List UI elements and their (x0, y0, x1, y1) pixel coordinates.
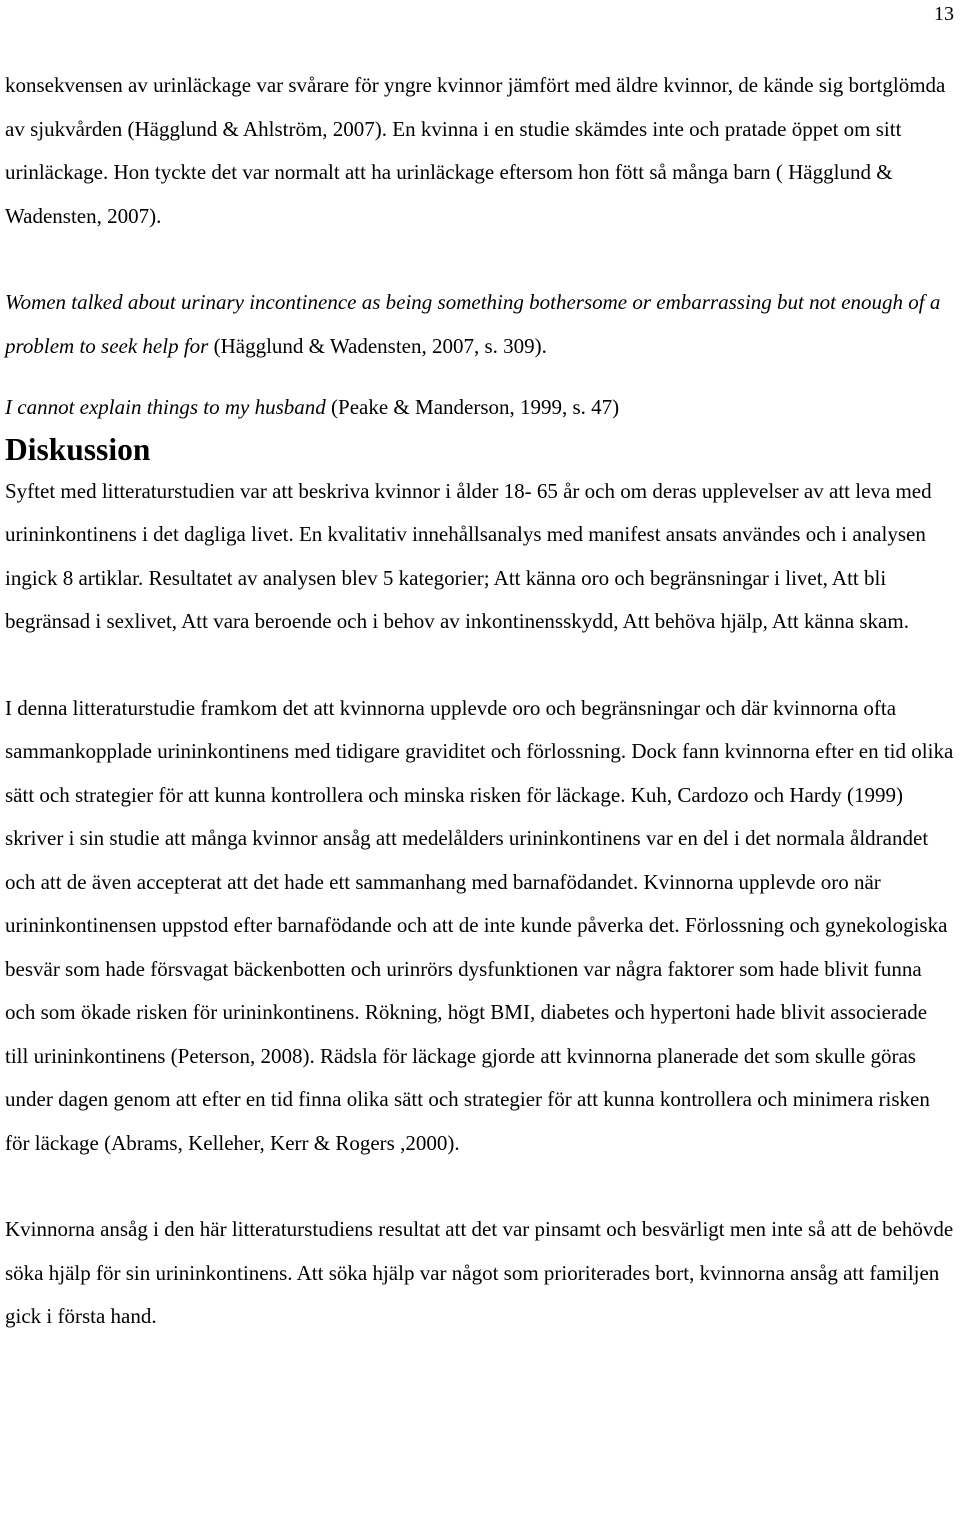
quote-italic-text: Women talked about urinary incontinence as being something bothersome or embarrassing but not enough of a problem to seek help for (5, 290, 941, 358)
quote-italic-text: I cannot explain things to my husband (5, 395, 326, 419)
paragraph-kvinnorna-ansag: Kvinnorna ansåg i den här litteraturstudiens resultat att det var pinsamt och besvärligt men inte så att de behövde söka hjälp för sin urininkontinens. Att söka hjälp var något som prioriterades bort, kvinnorna ansåg att familjen gick i första hand. (5, 1217, 954, 1328)
section-heading-diskussion: Diskussion (5, 431, 151, 467)
document-body (5, 64, 955, 1339)
quote-husband (5, 386, 955, 430)
quote-women-talked (5, 281, 955, 368)
paragraph-syftet: Syftet med litteraturstudien var att beskriva kvinnor i ålder 18- 65 år och om deras upplevelser av att leva med urininkontinens i det dagliga livet. En kvalitativ innehållsanalys med manifest ansats användes och i analysen ingick 8 artiklar. Resultatet av analysen blev 5 kategorier; Att känna oro och begränsningar i livet, Att bli begränsad i sexlivet, Att vara beroende och i behov av inkontinensskydd, Att behöva hjälp, Att känna skam. (5, 478, 932, 633)
quote-citation: (Peake & Manderson, 1999, s. 47) (325, 395, 620, 419)
paragraph-framkom: I denna litteraturstudie framkom det att kvinnorna upplevde oro och begränsningar och där kvinnorna ofta sammankopplade urininkontinens med tidigare graviditet och förlossning. Dock fann kvinnorna efter en tid olika sätt och strategier för att kunna kontrollera och minska risken för läckage. Kuh, Cardozo och Hardy (1999) skriver i sin studie att många kvinnor ansåg att medelålders urininkontinens var en del i det normala åldrandet och att de även accepterat att det hade ett sammanhang med barnafödandet. Kvinnorna upplevde oro när urininkontinensen uppstod efter barnafödande och att de inte kunde påverka det. Förlossning och gynekologiska besvär som hade försvagat bäckenbotten och urinrörs dysfunktionen var några faktorer som hade blivit funna och som ökade risken för urininkontinens. Rökning, högt BMI, diabetes och hypertoni hade blivit associerade till urininkontinens (Peterson, 2008). Rädsla för läckage gjorde att kvinnorna planerade det som skulle göras under dagen genom att efter en tid finna olika sätt och strategier för att kunna kontrollera och minimera risken för läckage (Abrams, Kelleher, Kerr & Rogers ,2000). (5, 695, 954, 1155)
quote-citation: (Hägglund & Wadensten, 2007, s. 309). (208, 333, 547, 358)
paragraph-intro: konsekvensen av urinläckage var svårare för yngre kvinnor jämfört med äldre kvinnor, de kände sig bortglömda av sjukvården (Hägglund & Ahlström, 2007). En kvinna i en studie skämdes inte och pratade öppet om sitt urinläckage. Hon tyckte det var normalt att ha urinläckage eftersom hon fött så många barn ( Hägglund & Wadensten, 2007). (5, 73, 946, 228)
page-number: 13 (934, 3, 954, 25)
